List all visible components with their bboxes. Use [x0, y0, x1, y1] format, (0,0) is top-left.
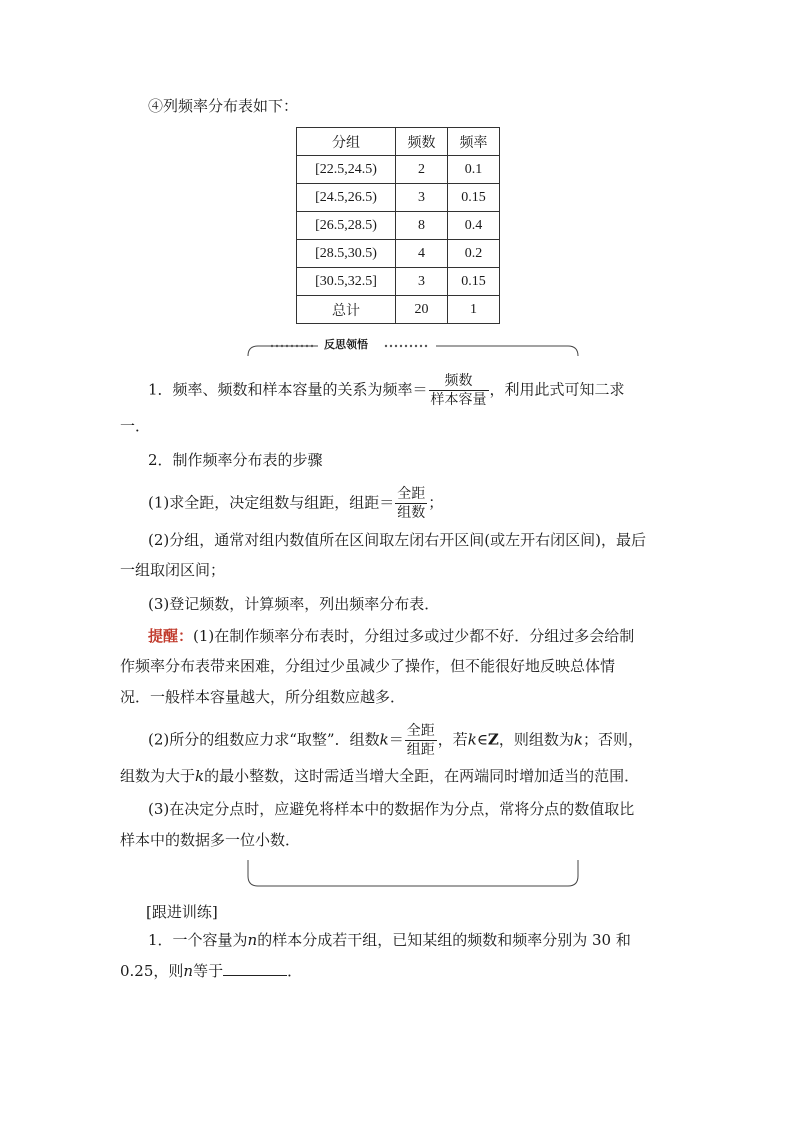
practice-label: [跟进训练] [146, 903, 218, 921]
table-cell: 4 [396, 240, 448, 268]
tip-3: (3)在决定分点时，应避免将样本中的数据作为分点，常将分点的数值取比 [148, 800, 635, 818]
group-count-fraction: $\frac{\text{全距}}{\text{组距}}$ [406, 723, 435, 758]
table-cell: [24.5,26.5) [297, 184, 396, 212]
reflection-point-2: 2．制作频率分布表的步骤 [148, 451, 323, 469]
question-1-cont: 0.25，则n等于 ． [120, 962, 303, 980]
tip-1: 提醒：(1)在制作频率分布表时，分组过多或过少都不好．分组过多会给制 [148, 627, 635, 645]
table-cell: 0.4 [448, 212, 500, 240]
tip-2: (2)所分的组数应力求“取整”．组数k＝ $\frac{\text{全距}}{\text{组距}}$ ，若k∈Z，则组数为k；否则， [148, 723, 643, 758]
table-cell: 8 [396, 212, 448, 240]
intro-text: ④列频率分布表如下： [148, 97, 299, 115]
table-cell: [28.5,30.5) [297, 240, 396, 268]
table-cell: 20 [396, 296, 448, 324]
step-3: (3)登记频数，计算频率，列出频率分布表． [148, 595, 440, 613]
table-cell: 3 [396, 184, 448, 212]
frequency-fraction: $\frac{\text{频数}}{\text{样本容量}}$ [430, 373, 487, 408]
table-cell: 0.15 [448, 184, 500, 212]
reflection-point-1-cont: 一． [120, 417, 151, 435]
table-cell: 总计 [297, 296, 396, 324]
table-cell: 0.2 [448, 240, 500, 268]
table-cell: [26.5,28.5) [297, 212, 396, 240]
reflection-label: 反思领悟 [324, 338, 368, 351]
table-cell: 0.15 [448, 268, 500, 296]
tip-1-cont-1: 作频率分布表带来困难，分组过少虽减少了操作，但不能很好地反映总体情 [120, 657, 616, 675]
table-cell: 0.1 [448, 156, 500, 184]
class-width-fraction: $\frac{\text{全距}}{\text{组数}}$ [397, 486, 426, 521]
table-cell: [22.5,24.5) [297, 156, 396, 184]
table-cell: 频率 [448, 128, 500, 156]
step-2: (2)分组，通常对组内数值所在区间取左闭右开区间(或左开右闭区间)，最后 [148, 531, 646, 549]
step-1: (1)求全距，决定组数与组距，组距＝ $\frac{\text{全距}}{\text{组数}}$ ； [148, 486, 444, 521]
question-1: 1．一个容量为n的样本分成若干组，已知某组的频数和频率分别为 30 和 [148, 931, 631, 949]
table-cell: 2 [396, 156, 448, 184]
step-2-cont: 一组取闭区间； [120, 561, 226, 579]
reflection-point-1: 1．频率、频数和样本容量的关系为频率＝ $\frac{\text{频数}}{\text{样本容量}}$ ，利用此式可知二求 [148, 373, 625, 408]
tip-3-cont: 样本中的数据多一位小数． [120, 831, 301, 849]
table-cell: 3 [396, 268, 448, 296]
table-cell: 1 [448, 296, 500, 324]
answer-blank[interactable] [223, 960, 287, 976]
tip-1-cont-2: 况．一般样本容量越大，所分组数应越多． [120, 688, 406, 706]
table-cell: 频数 [396, 128, 448, 156]
table-cell: 分组 [297, 128, 396, 156]
tip-2-cont: 组数为大于k的最小整数，这时需适当增大全距，在两端同时增加适当的范围． [120, 767, 640, 785]
table-cell: [30.5,32.5] [297, 268, 396, 296]
